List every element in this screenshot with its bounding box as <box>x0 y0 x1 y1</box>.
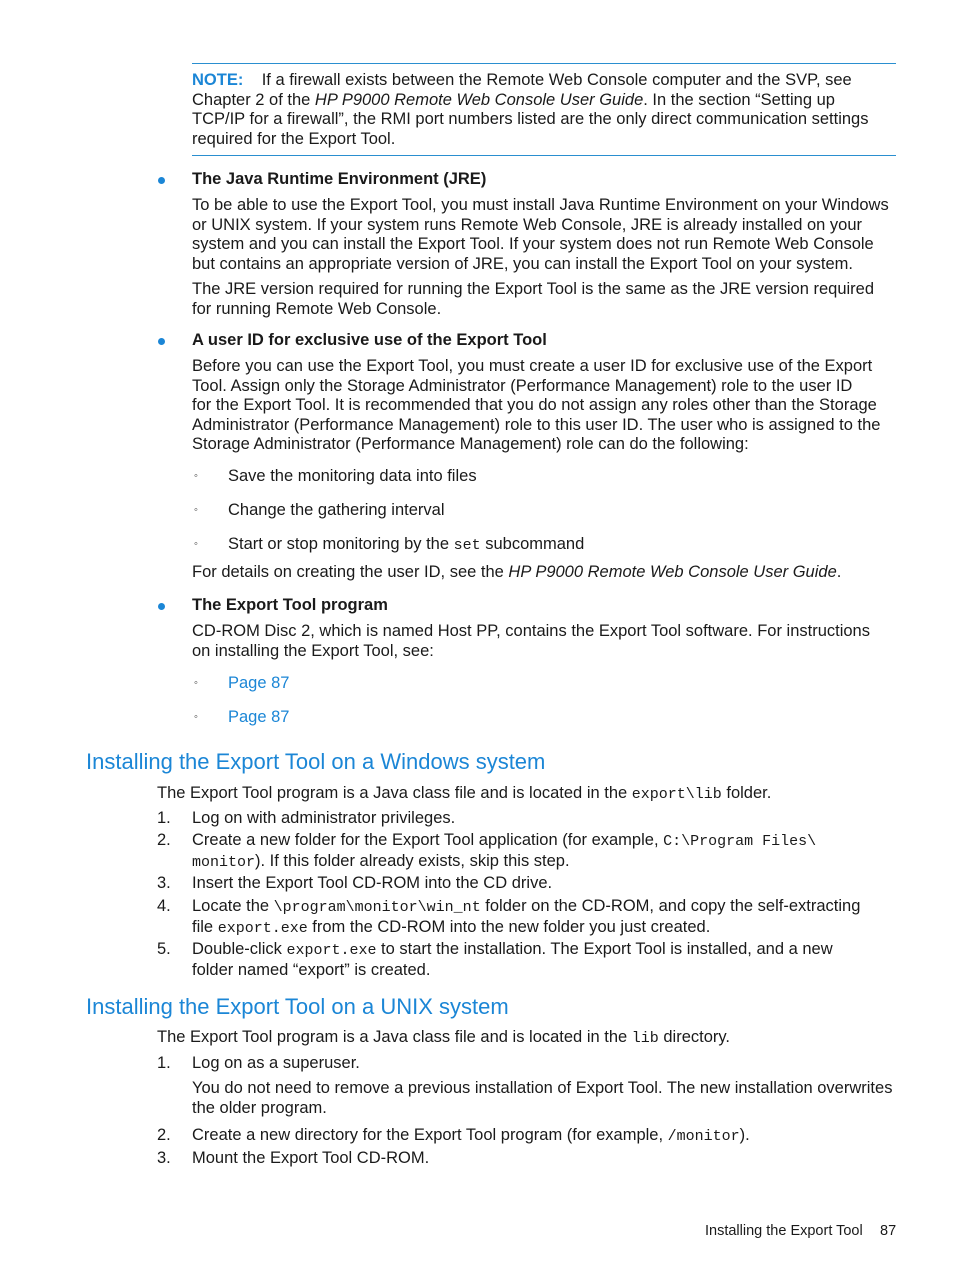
windows-section-heading: Installing the Export Tool on a Windows system <box>86 749 546 774</box>
list-item: Save the monitoring data into files <box>228 467 477 485</box>
unix-intro: The Export Tool program is a Java class file and is located in the lib directory. <box>157 1028 731 1047</box>
footer-section-title: Installing the Export Tool <box>705 1223 863 1239</box>
sub-bullet-icon: ◦ <box>194 470 198 482</box>
step-number: 2. <box>157 1126 171 1144</box>
windows-step-5: Double-click export.exe to start the installation. The Export Tool is installed, and a new folder named “export” is created. <box>192 940 833 979</box>
sub-bullet-icon: ◦ <box>194 538 198 550</box>
note-text: NOTE: If a firewall exists between the Remote Web Console computer and the SVP, see Chapter 2 of the HP P9000 Remote Web Console User Guide. In the section “Setting up TCP/IP for a firewall”, the RMI port numbers listed are the only direct communication settings required for the Export Tool. <box>192 71 869 148</box>
unix-step-2: Create a new directory for the Export Tool program (for example, /monitor). <box>192 1126 750 1145</box>
step-number: 3. <box>157 874 171 892</box>
sub-bullet-icon: ◦ <box>194 677 198 689</box>
windows-intro: The Export Tool program is a Java class file and is located in the export\lib folder. <box>157 784 772 803</box>
note-label: NOTE: <box>192 71 244 89</box>
userid-heading: A user ID for exclusive use of the Export Tool <box>192 331 547 349</box>
list-item: Start or stop monitoring by the set subcommand <box>228 535 585 554</box>
step-number: 4. <box>157 897 171 915</box>
program-paragraph: CD-ROM Disc 2, which is named Host PP, contains the Export Tool software. For instructions on installing the Export Tool, see: <box>192 622 870 660</box>
step-number: 5. <box>157 940 171 958</box>
windows-step-4: Locate the \program\monitor\win_nt folder on the CD-ROM, and copy the self-extracting file export.exe from the CD-ROM into the new folder you just created. <box>192 897 861 937</box>
step-number: 2. <box>157 831 171 849</box>
unix-step-1: Log on as a superuser. <box>192 1054 360 1072</box>
unix-section-heading: Installing the Export Tool on a UNIX system <box>86 994 509 1019</box>
jre-paragraph-1: To be able to use the Export Tool, you must install Java Runtime Environment on your Windows or UNIX system. If your system runs Remote Web Console, JRE is already installed on your system and you can install the Export Tool. If your system does not run Remote Web Console but contains an appropriate version of JRE, you can install the Export Tool on your system. <box>192 196 889 273</box>
unix-step-3: Mount the Export Tool CD-ROM. <box>192 1149 430 1167</box>
list-item: Change the gathering interval <box>228 501 445 519</box>
step-number: 3. <box>157 1149 171 1167</box>
windows-step-2: Create a new folder for the Export Tool application (for example, C:\Program Files\ monitor). If this folder already exists, skip this step. <box>192 831 817 871</box>
sub-bullet-icon: ◦ <box>194 504 198 516</box>
step-number: 1. <box>157 1054 171 1072</box>
footer-page-number: 87 <box>880 1223 897 1239</box>
bullet-icon <box>158 338 165 345</box>
bullet-icon <box>158 177 165 184</box>
userid-paragraph: Before you can use the Export Tool, you must create a user ID for exclusive use of the Export Tool. Assign only the Storage Administrator (Performance Management) role to the user ID for the Export Tool. It is recommended that you do not assign any roles other than the Storage Administrator (Performance Management) role to this user ID. The user who is assigned to the Storage Administrator (Performance Management) role can do the following: <box>192 357 881 453</box>
windows-step-1: Log on with administrator privileges. <box>192 809 456 827</box>
jre-heading: The Java Runtime Environment (JRE) <box>192 170 487 188</box>
page-87-link[interactable]: Page 87 <box>228 708 290 726</box>
userid-details: For details on creating the user ID, see the HP P9000 Remote Web Console User Guide. <box>192 563 842 581</box>
sub-bullet-icon: ◦ <box>194 711 198 723</box>
windows-step-3: Insert the Export Tool CD-ROM into the CD drive. <box>192 874 553 892</box>
program-heading: The Export Tool program <box>192 596 388 614</box>
bullet-icon <box>158 603 165 610</box>
step-number: 1. <box>157 809 171 827</box>
page-87-link[interactable]: Page 87 <box>228 674 290 692</box>
unix-step-1-note: You do not need to remove a previous installation of Export Tool. The new installation overwrites the older program. <box>192 1079 893 1117</box>
jre-paragraph-2: The JRE version required for running the Export Tool is the same as the JRE version required for running Remote Web Console. <box>192 280 875 318</box>
